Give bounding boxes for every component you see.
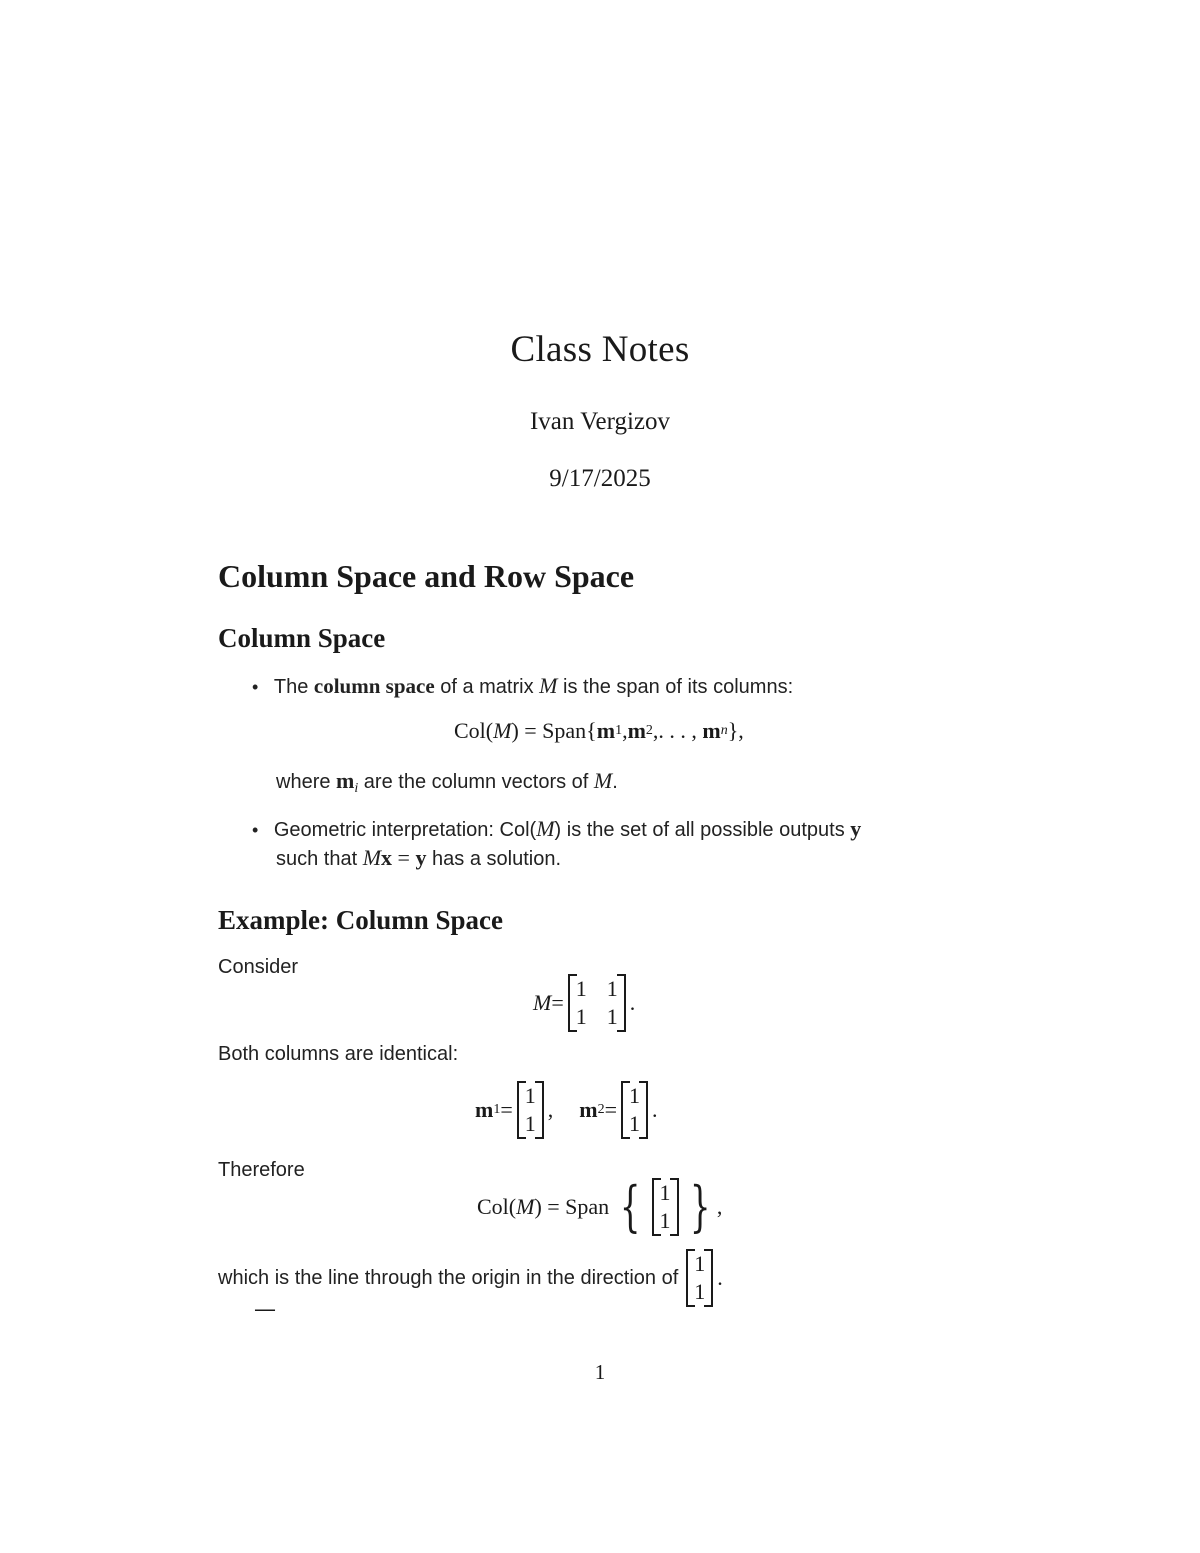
section-heading: Column Space and Row Space xyxy=(218,558,635,594)
equation-columns: m 1 = 1 1 , m 2 = 1 1 . xyxy=(475,1080,658,1140)
document-title: Class Notes xyxy=(510,329,690,370)
direction-vector: 1 1 xyxy=(686,1249,713,1307)
final-line: which is the line through the origin in the direction of 1 1 . xyxy=(218,1248,723,1308)
bullet-2: • Geometric interpretation: Col(M) is the set of all possible outputs y xyxy=(252,816,862,841)
matrix-m: 1 1 1 1 xyxy=(568,974,626,1032)
equation-col-span: Col( M ) = Span{ m 1 , m 2 , . . . , m n }, xyxy=(454,718,744,743)
vector-m2: 1 1 xyxy=(621,1081,648,1139)
consider-label: Consider xyxy=(218,956,299,978)
vector-m1: 1 1 xyxy=(517,1081,544,1139)
em-dash: — xyxy=(254,1297,276,1322)
subsection-heading-example: Example: Column Space xyxy=(218,905,504,935)
bullet-marker: • xyxy=(252,677,259,697)
subsection-heading-column-space: Column Space xyxy=(218,623,386,653)
bullet-marker: • xyxy=(252,820,259,840)
therefore-label: Therefore xyxy=(218,1159,305,1181)
equation-matrix-m: M = 1 1 1 1 . xyxy=(533,973,635,1033)
term-column-space: column space xyxy=(313,674,435,698)
author: Ivan Vergizov xyxy=(529,408,670,435)
equation-col-m-span: Col( M ) = Span { 1 1 } , xyxy=(477,1175,723,1238)
page-number: 1 xyxy=(594,1360,606,1384)
vector-span: 1 1 xyxy=(652,1178,679,1236)
both-columns-label: Both columns are identical: xyxy=(218,1043,459,1065)
bullet-2-line-2: such that Mx = y has a solution. xyxy=(276,845,561,870)
date: 9/17/2025 xyxy=(549,465,651,492)
bullet-1: • The column space of a matrix M is the span of its columns: xyxy=(252,673,794,698)
where-line: where $m_i$ are the column vectors of M. xyxy=(276,768,618,796)
